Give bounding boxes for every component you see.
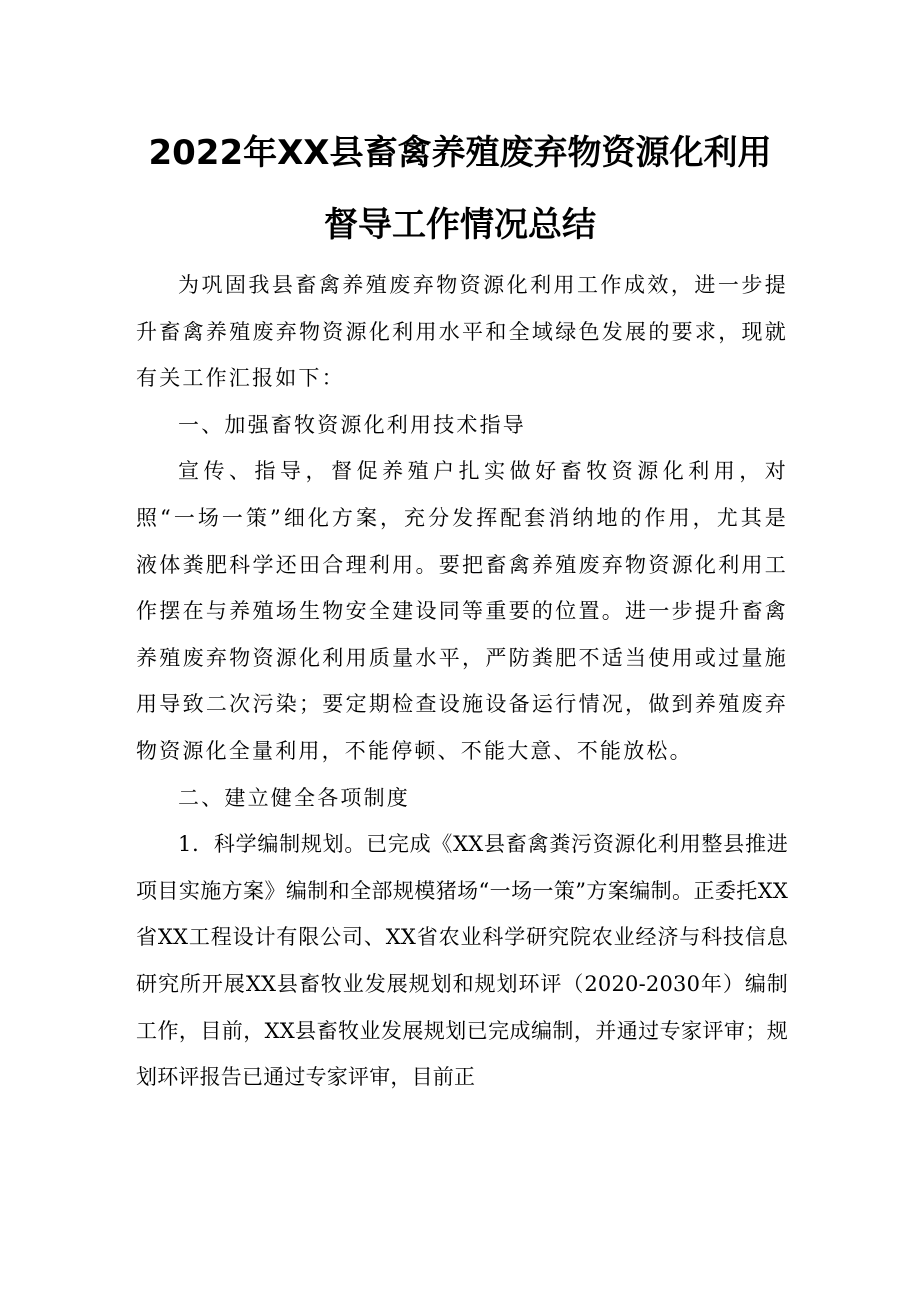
document-title-line-2: 督导工作情况总结 [324,205,596,245]
document-title-line-1: 2022年XX县畜禽养殖废弃物资源化利用 [148,133,772,173]
intro-paragraph: 为巩固我县畜禽养殖废弃物资源化利用工作成效，进一步提升畜禽养殖废弃物资源化利用水平和全域绿色发展的要求，现就有关工作汇报如下： [136,273,788,391]
section-heading-1: 一、加强畜牧资源化利用技术指导 [178,412,526,437]
section-heading-2: 二、建立健全各项制度 [178,785,410,810]
document-body [136,262,788,1101]
body-paragraph-1: 宣传、指导，督促养殖户扎实做好畜牧资源化利用，对照“一场一策”细化方案，充分发挥配套消纳地的作用，尤其是液体粪肥科学还田合理利用。要把畜禽养殖废弃物资源化利用工作摆在与养殖场生物安全建设同等重要的位置。进一步提升畜禽养殖废弃物资源化利用质量水平，严防粪肥不适当使用或过量施用导致二次污染；要定期检查设施设备运行情况，做到养殖废弃物资源化全量利用，不能停顿、不能大意、不能放松。 [136,459,788,763]
body-paragraph-2: 1．科学编制规划。已完成《XX县畜禽粪污资源化利用整县推进项目实施方案》编制和全部规模猪场“一场一策”方案编制。正委托XX省XX工程设计有限公司、XX省农业科学研究院农业经济与科技信息研究所开展XX县畜牧业发展规划和规划环评（2020-2030年）编制工作，目前，XX县畜牧业发展规划已完成编制，并通过专家评审；规划环评报告已通过专家评审，目前正 [136,832,788,1090]
